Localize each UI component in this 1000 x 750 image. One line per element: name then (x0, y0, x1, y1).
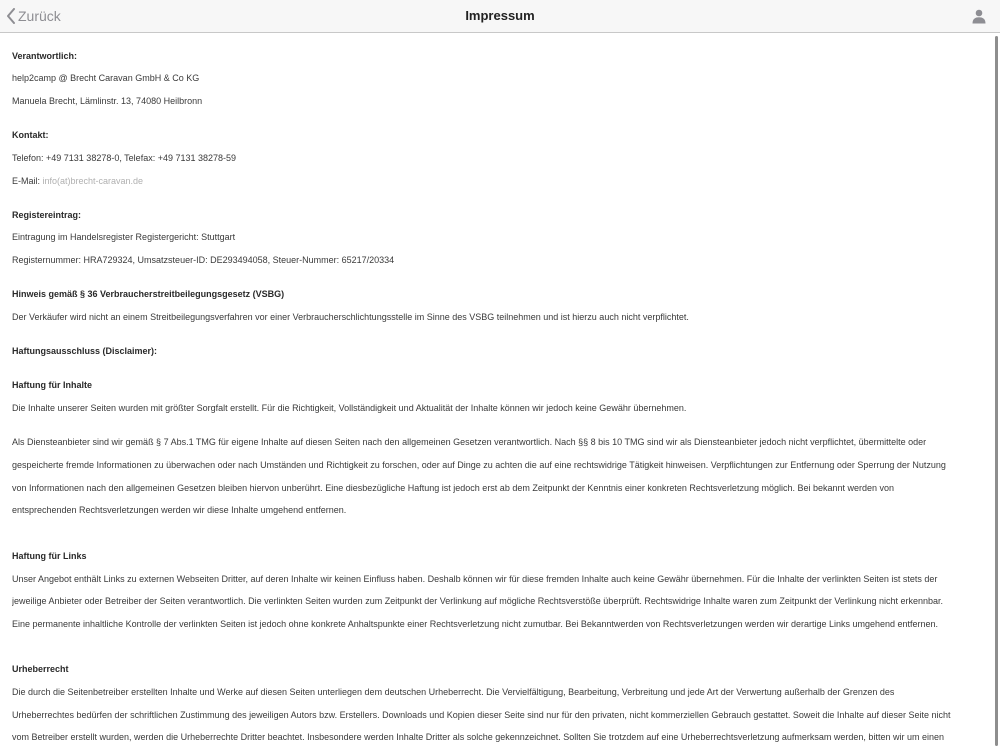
content-liability-line: entsprechenden Rechtsverletzungen werden wir diese Inhalte umgehend entfernen. (12, 505, 347, 516)
spacer (12, 522, 992, 545)
spacer (12, 113, 992, 125)
email-link[interactable]: info(at)brecht-caravan.de (42, 175, 144, 186)
copyright-heading: Urheberrecht (12, 664, 69, 675)
navigation-bar (0, 0, 1000, 33)
user-icon (971, 11, 987, 28)
page-title: Impressum (465, 8, 535, 23)
spacer (12, 363, 992, 375)
vsbg-heading: Hinweis gemäß § 36 Verbraucherstreitbeilegungsgesetz (VSBG) (12, 289, 285, 300)
company-name: help2camp @ Brecht Caravan GmbH & Co KG (12, 73, 200, 84)
content-liability-text: Die Inhalte unserer Seiten wurden mit größter Sorgfalt erstellt. Für die Richtigkeit, Vollständigkeit und Aktualität der Inhalte können wir jedoch keine Gewähr übernehmen. (12, 403, 687, 414)
contact-phone: Telefon: +49 7131 38278-0, Telefax: +49 7131 38278-59 (12, 152, 237, 163)
spacer (12, 33, 992, 45)
scrollbar[interactable] (995, 36, 998, 746)
content-liability-line: von Informationen nach den allgemeinen Gesetzen bleiben hiervon unberührt. Eine diesbezügliche Haftung ist jedoch erst ab dem Zeitpunkt der Kenntnis einer konkreten Rechtsverletzung möglich. Bei bekannt werden von (12, 482, 895, 493)
user-button[interactable] (971, 8, 987, 24)
vsbg-text: Der Verkäufer wird nicht an einem Streitbeilegungsverfahren vor einer Verbraucherschlichtungsstelle im Sinne des VSBG teilnehmen und ist hierzu auch nicht verpflichtet. (12, 312, 689, 323)
disclaimer-heading: Haftungsausschluss (Disclaimer): (12, 346, 158, 357)
spacer (12, 329, 992, 341)
spacer (12, 420, 992, 432)
register-heading: Registereintrag: (12, 209, 82, 220)
company-address: Manuela Brecht, Lämlinstr. 13, 74080 Heilbronn (12, 95, 203, 106)
links-liability-line: Unser Angebot enthält Links zu externen Webseiten Dritter, auf deren Inhalte wir keinen Einfluss haben. Deshalb können wir für diese fremden Inhalte auch keine Gewähr übernehmen. Für die Inhalte der verlinkten Seiten ist stets der (12, 573, 938, 584)
email-label: E-Mail: (12, 175, 43, 186)
impressum-content (12, 33, 992, 750)
copyright-line: Die durch die Seitenbetreiber erstellten Inhalte und Werke auf diesen Seiten unterliegen dem deutschen Urheberrecht. Die Vervielfältigung, Bearbeitung, Verbreitung und jede Art der Verwertung außerhalb der Grenzen des (12, 687, 895, 698)
contact-email-line (12, 170, 992, 193)
responsible-heading: Verantwortlich: (12, 50, 78, 61)
contact-heading: Kontakt: (12, 130, 49, 141)
spacer (12, 192, 992, 204)
content-liability-heading: Haftung für Inhalte (12, 380, 92, 391)
content-liability-line: gespeicherte fremde Informationen zu überwachen oder nach Umständen und Richtigkeit zu forschen, oder auf Dinge zu achten die auf eine rechtswidrige Tätigkeit hinweisen. Verpflichtungen zur Entfernung oder Sperrung der Nutzung (12, 460, 946, 471)
back-label: Zurück (18, 8, 61, 24)
copyright-line: vom Betreiber erstellt wurden, werden die Urheberrechte Dritter beachtet. Insbesondere werden Inhalte Dritter als solche gekennzeichnet. Sollten Sie trotzdem auf eine Urheberrechtsverletzung aufmerksam werden, bitten wir um einen (12, 732, 944, 743)
content-liability-line: Als Diensteanbieter sind wir gemäß § 7 Abs.1 TMG für eigene Inhalte auf diesen Seiten nach den allgemeinen Gesetzen verantwortlich. Nach §§ 8 bis 10 TMG sind wir als Diensteanbieter jedoch nicht verpflichtet, übermittelte oder (12, 437, 927, 448)
links-liability-line: jeweilige Anbieter oder Betreiber der Seiten verantwortlich. Die verlinkten Seiten wurden zum Zeitpunkt der Verlinkung auf mögliche Rechtsverstöße überprüft. Rechtswidrige Inhalte waren zum Zeitpunkt der Verlinkung nicht erkennbar. (12, 596, 943, 607)
spacer (12, 272, 992, 284)
register-court: Eintragung im Handelsregister Registergericht: Stuttgart (12, 232, 236, 243)
register-numbers: Registernummer: HRA729324, Umsatzsteuer-ID: DE293494058, Steuer-Nummer: 65217/20334 (12, 255, 395, 266)
links-liability-heading: Haftung für Links (12, 550, 87, 561)
links-liability-line: Eine permanente inhaltliche Kontrolle der verlinkten Seiten ist jedoch ohne konkrete Anhaltspunkte einer Rechtsverletzung nicht zumutbar. Bei Bekanntwerden von Rechtsverletzungen werden wir derartige Links umgehend entfernen. (12, 618, 939, 629)
copyright-line: Urheberrechtes bedürfen der schriftlichen Zustimmung des jeweiligen Autors bzw. Erstellers. Downloads und Kopien dieser Seite sind nur für den privaten, nicht kommerziellen Gebrauch gestattet. Soweit die Inhalte auf dieser Seite nicht (12, 709, 951, 720)
spacer (12, 636, 992, 659)
